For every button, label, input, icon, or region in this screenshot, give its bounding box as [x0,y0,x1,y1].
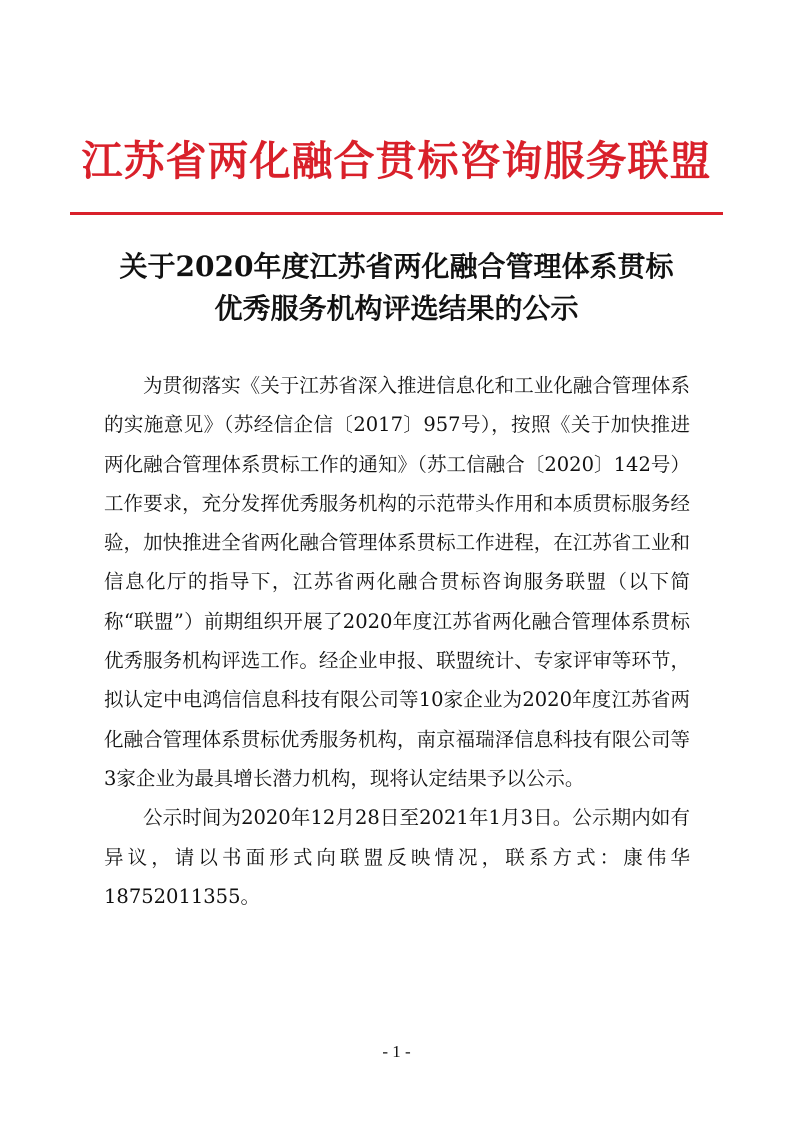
document-title-line-2: 优秀服务机构评选结果的公示 [214,292,579,325]
letterhead-org-name: 江苏省两化融合贯标咨询服务联盟 [81,137,712,185]
letterhead-red-rule [70,212,723,215]
page-number: - 1 - [382,1042,411,1061]
body-paragraph-1: 为贯彻落实《关于江苏省深入推进信息化和工业化融合管理体系的实施意见》（苏经信企信〔2017〕957号），按照《关于加快推进两化融合管理体系贯标工作的通知》（苏工信融合〔2020〕142号）工作要求，充分发挥优秀服务机构的示范带头作用和本质贯标服务经验，加快推进全省两化融合管理体系贯标工作进程，在江苏省工业和信息化厅的指导下，江苏省两化融合贯标咨询服务联盟（以下简称“联盟”）前期组织开展了2020年度江苏省两化融合管理体系贯标优秀服务机构评选工作。经企业申报、联盟统计、专家评审等环节，拟认定中电鸿信信息科技有限公司等10家企业为2020年度江苏省两化融合管理体系贯标优秀服务机构，南京福瑞泽信息科技有限公司等3家企业为最具增长潜力机构，现将认定结果予以公示。 [104,374,690,790]
document-body [104,366,690,916]
body-paragraph-2: 公示时间为2020年12月28日至2021年1月3日。公示期内如有异议，请以书面形式向联盟反映情况，联系方式：康伟华18752011355。 [104,806,690,908]
document-title-line-1: 关于2020年度江苏省两化融合管理体系贯标 [119,250,674,283]
document-title [70,246,723,330]
